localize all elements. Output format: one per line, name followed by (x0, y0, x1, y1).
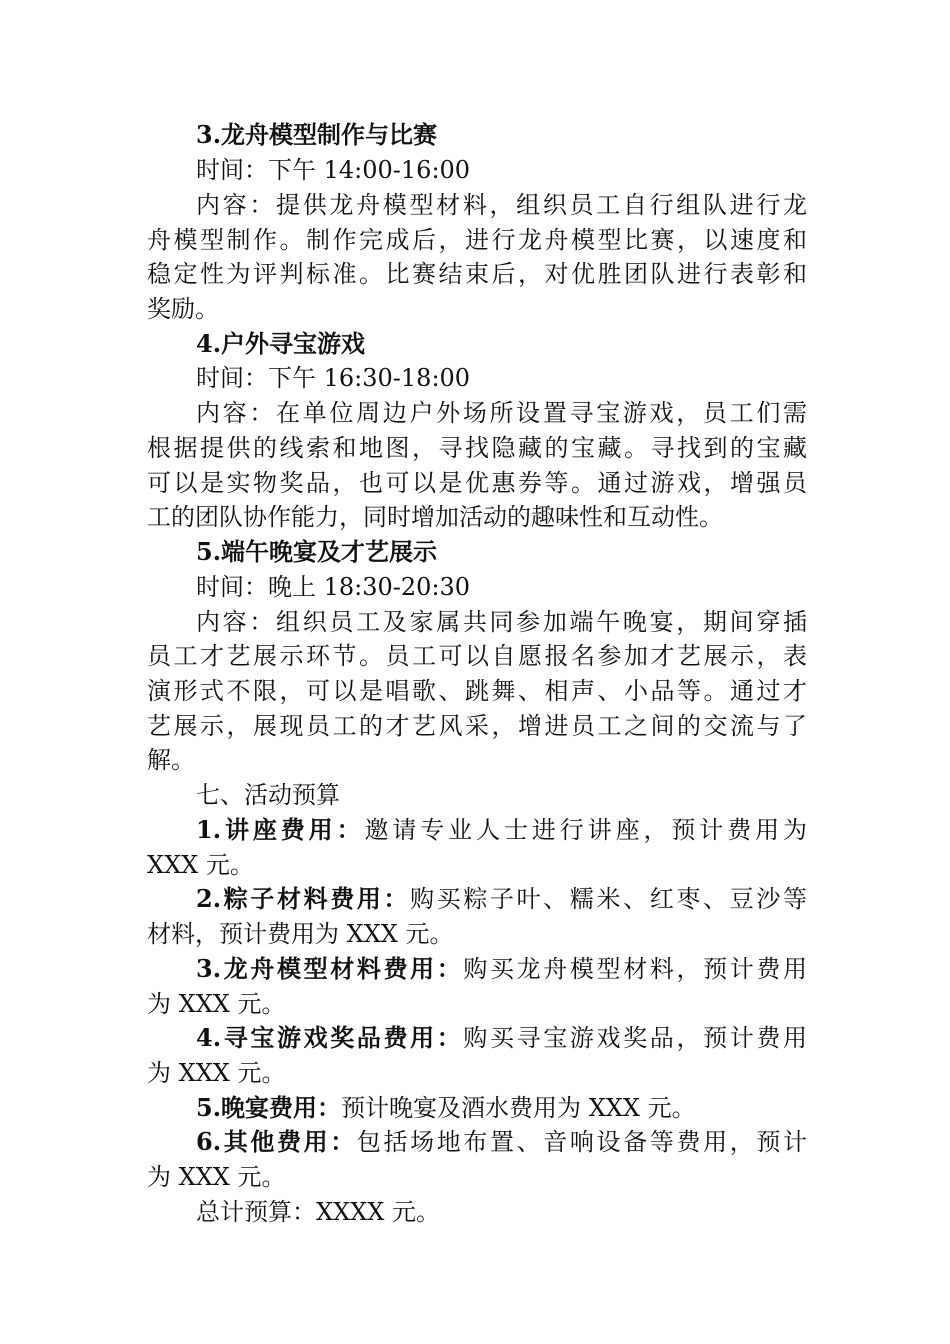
paragraph-line: 解。 (147, 746, 195, 774)
budget-item (196, 952, 807, 986)
budget-item-continuation: 为 XXX 元。 (147, 990, 286, 1018)
paragraph-line: 奖励。 (147, 295, 219, 323)
paragraph-line: 内容：在单位周边户外场所设置寻宝游戏，员工们需 (196, 399, 807, 427)
budget-item-label: 5.晚宴费用： (196, 1093, 342, 1122)
budget-item-text: 预计晚宴及酒水费用为 XXX 元。 (341, 1094, 696, 1122)
paragraph-line: 稳定性为评判标准。比赛结束后，对优胜团队进行表彰和 (147, 260, 807, 288)
budget-item-continuation: 材料，预计费用为 XXX 元。 (147, 920, 454, 948)
budget-item-continuation: 为 XXX 元。 (147, 1163, 286, 1191)
budget-item-continuation: XXX 元。 (147, 851, 254, 879)
budget-item-label: 6.其他费用： (196, 1127, 357, 1156)
budget-item-text: 包括场地布置、音响设备等费用，预计 (356, 1128, 807, 1156)
budget-item-text: 购买龙舟模型材料，预计费用 (463, 955, 807, 983)
budget-item (196, 1021, 807, 1055)
budget-item-label: 1.讲座费用： (196, 815, 365, 844)
paragraph-line: 演形式不限，可以是唱歌、跳舞、相声、小品等。通过才 (147, 677, 807, 705)
paragraph-line: 工的团队协作能力，同时增加活动的趣味性和互动性。 (147, 503, 723, 531)
budget-item-text: 购买粽子叶、糯米、红枣、豆沙等 (410, 885, 807, 913)
budget-item-continuation: 为 XXX 元。 (147, 1059, 286, 1087)
paragraph-line: 舟模型制作。制作完成后，进行龙舟模型比赛，以速度和 (147, 226, 807, 254)
budget-item (196, 1091, 807, 1125)
budget-item-label: 3.龙舟模型材料费用： (196, 954, 464, 983)
budget-item-label: 2.粽子材料费用： (196, 884, 411, 913)
budget-total: 总计预算：XXXX 元。 (196, 1198, 440, 1226)
budget-item (196, 813, 807, 847)
paragraph-line: 内容：提供龙舟模型材料，组织员工自行组队进行龙 (196, 191, 807, 219)
paragraph-line: 根据提供的线索和地图，寻找隐藏的宝藏。寻找到的宝藏 (147, 434, 807, 462)
section-title-treasure-hunt: 4.户外寻宝游戏 (196, 329, 366, 358)
paragraph-line: 内容：组织员工及家属共同参加端午晚宴，期间穿插 (196, 608, 807, 636)
budget-item-text: 购买寻宝游戏奖品，预计费用 (463, 1024, 807, 1052)
section-time-dragon-boat: 时间：下午 14:00-16:00 (196, 156, 471, 184)
paragraph-line: 可以是实物奖品，也可以是优惠券等。通过游戏，增强员 (147, 469, 807, 497)
budget-item-label: 4.寻宝游戏奖品费用： (196, 1023, 464, 1052)
budget-item (196, 882, 807, 916)
paragraph-line: 艺展示，展现员工的才艺风采，增进员工之间的交流与了 (147, 712, 807, 740)
section-time-banquet: 时间：晚上 18:30-20:30 (196, 573, 471, 601)
budget-heading: 七、活动预算 (196, 781, 340, 809)
budget-item (196, 1125, 807, 1159)
section-title-dragon-boat: 3.龙舟模型制作与比赛 (196, 120, 438, 149)
section-title-banquet: 5.端午晚宴及才艺展示 (196, 537, 438, 566)
budget-item-text: 邀请专业人士进行讲座，预计费用为 (364, 816, 807, 844)
section-time-treasure-hunt: 时间：下午 16:30-18:00 (196, 364, 471, 392)
paragraph-line: 员工才艺展示环节。员工可以自愿报名参加才艺展示，表 (147, 642, 807, 670)
